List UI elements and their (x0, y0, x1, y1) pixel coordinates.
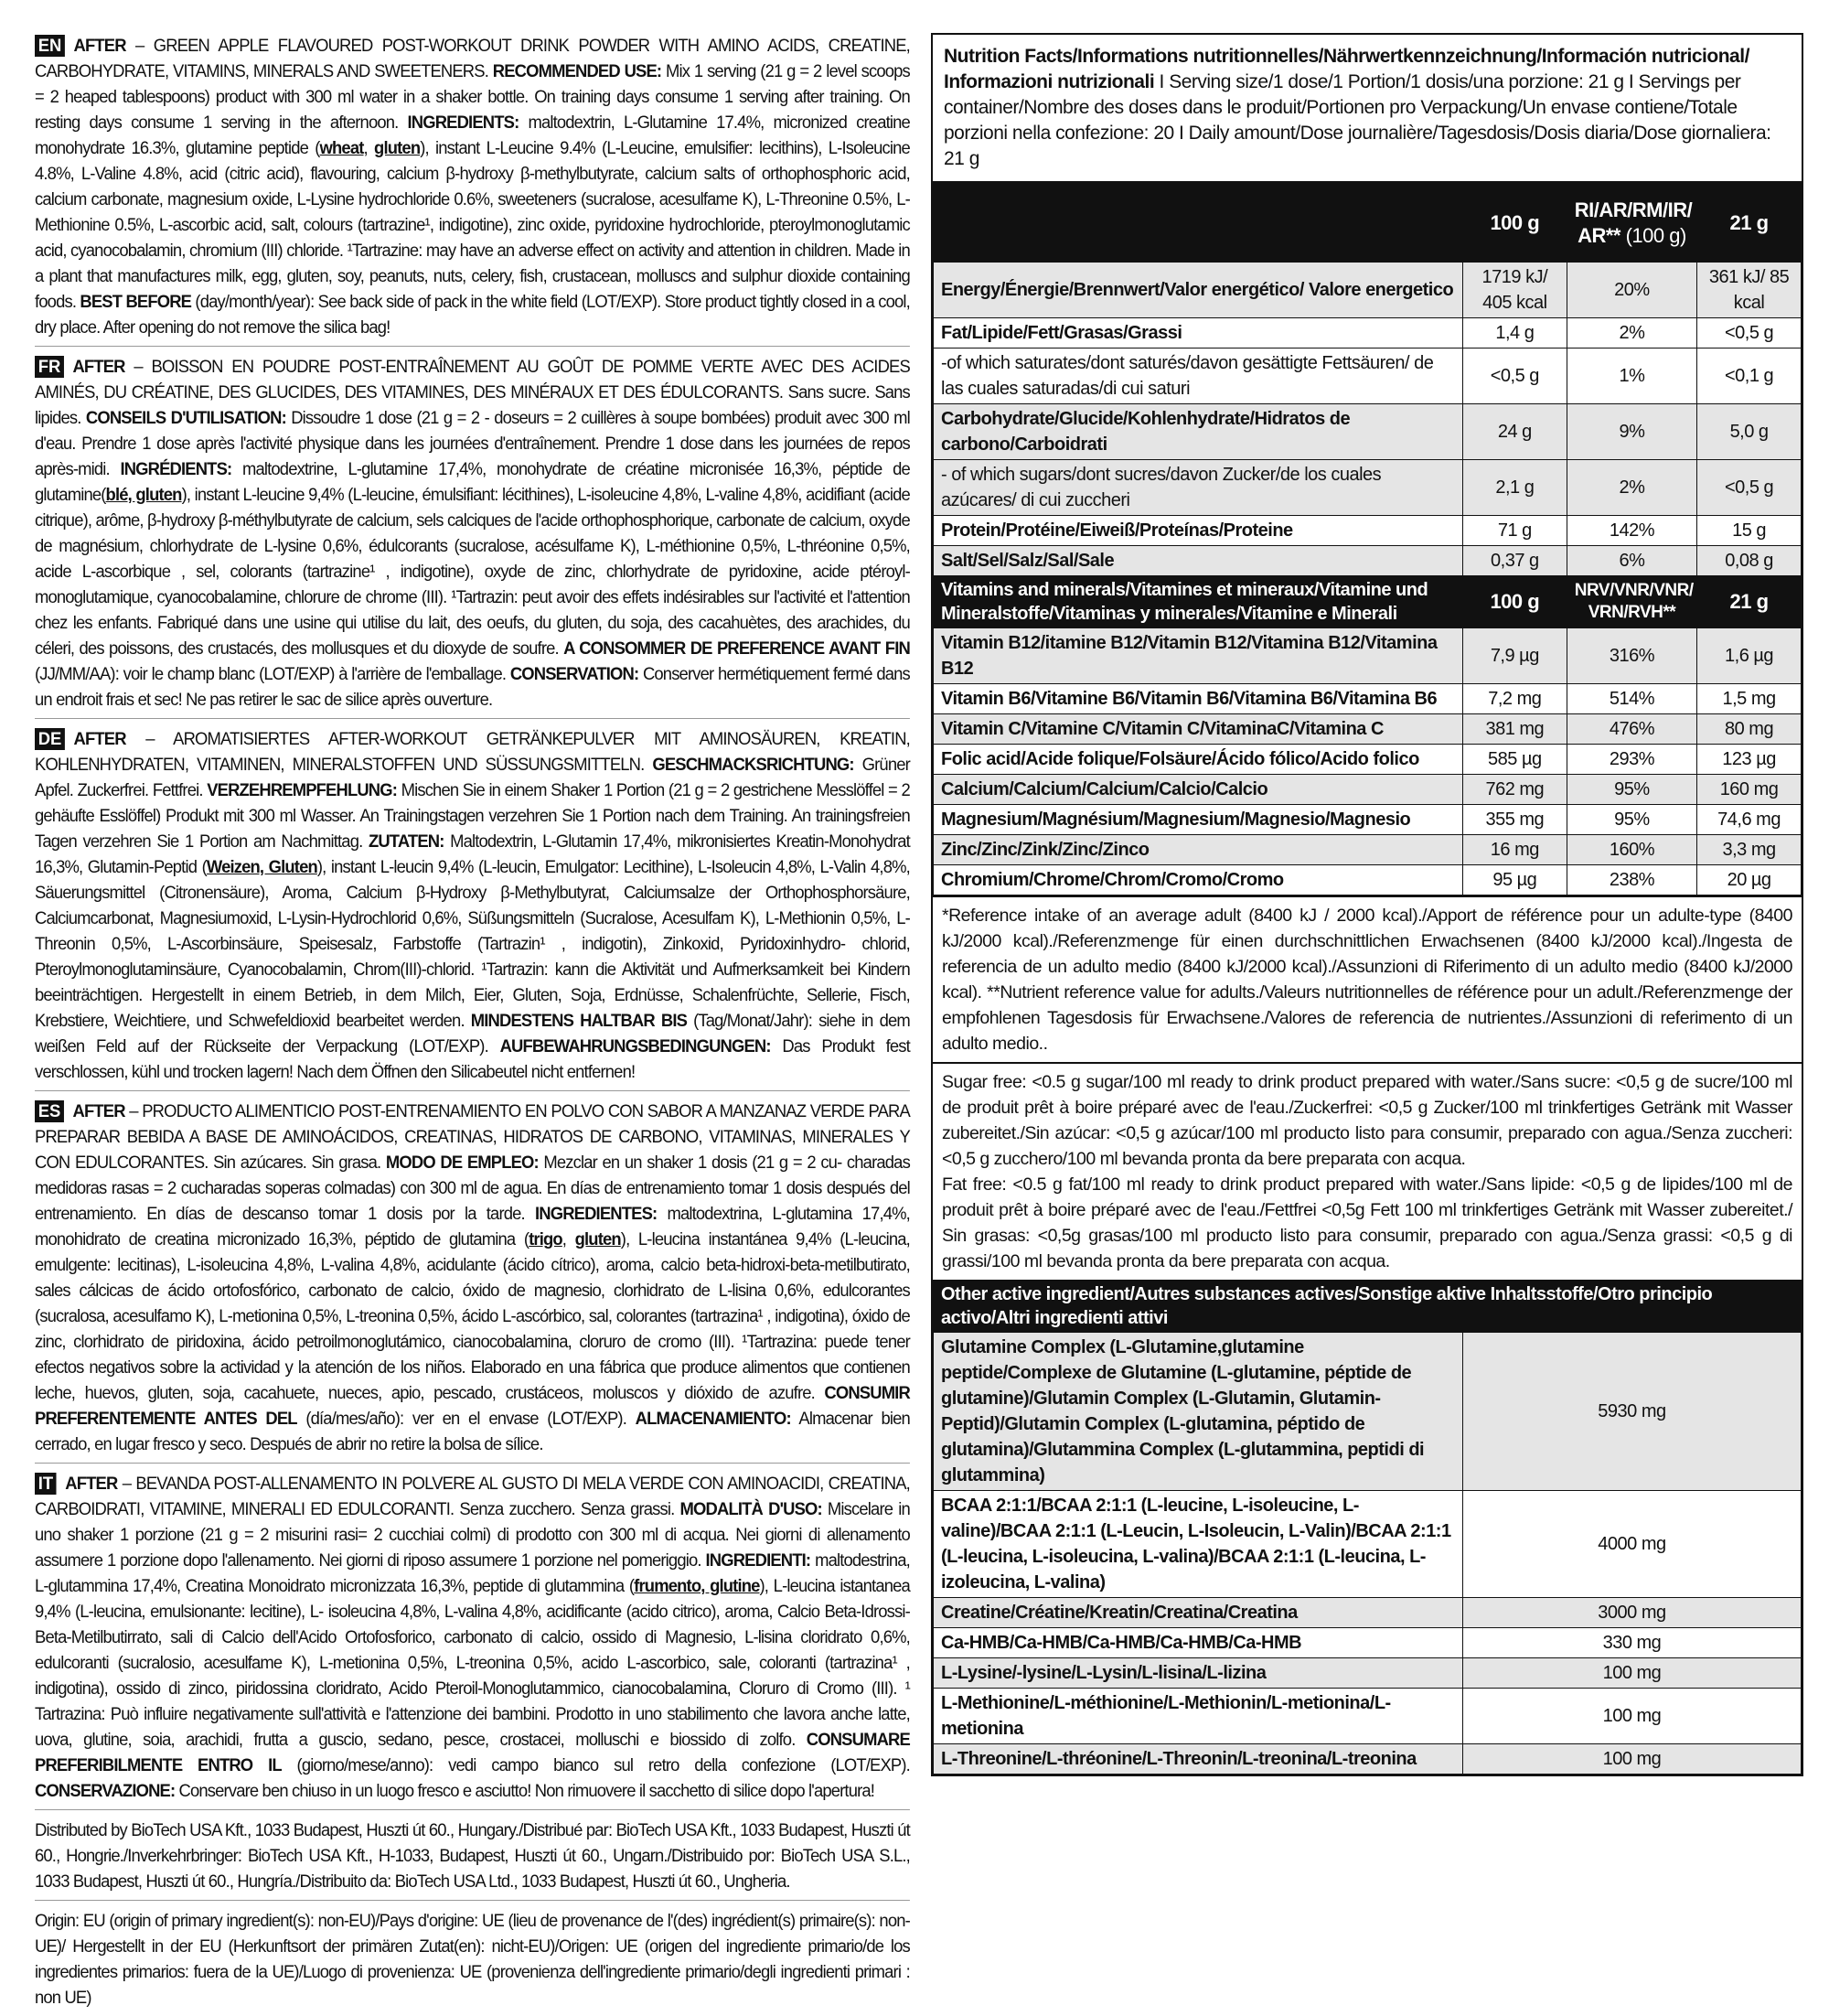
nutrient-row (934, 404, 1802, 460)
nutrient-label: Salt/Sel/Salz/Sal/Sale (934, 546, 1463, 576)
active-value: 4000 mg (1462, 1491, 1801, 1598)
active-row (934, 1744, 1802, 1775)
vitamin-100g: 355 mg (1462, 805, 1567, 835)
vitamin-nrv: 316% (1567, 628, 1696, 684)
vitamin-label: Vitamin B12/itamine B12/Vitamin B12/Vitamina B12/Vitamina B12 (934, 628, 1463, 684)
vitamin-21g: 160 mg (1697, 775, 1802, 805)
nutrient-100g: 24 g (1462, 404, 1567, 460)
active-row (934, 1491, 1802, 1598)
vitamin-row (934, 628, 1802, 684)
distributor: Distributed by BioTech USA Kft., 1033 Budapest, Huszti út 60., Hungary./Distribué par: BioTech USA Kft., 1033 Budapest, Huszti út 60., Hongrie./Inverkehrbringer: BioTech USA Kft., H-1033, Budapest, Huszti út 60., Ungarn./Distribuido por: BioTech USA S.L., 1033 Budapest, Huszti út 60., Hungría./Distribuito da: BioTech USA Ltd., 1033 Budapest, Huszti út 60., Ungheria. (35, 1820, 910, 1892)
nutrient-100g: <0,5 g (1462, 349, 1567, 404)
nutrient-row (934, 349, 1802, 404)
allergen: blé, gluten (105, 485, 182, 505)
active-row (934, 1658, 1802, 1689)
nutrient-100g: 1719 kJ/ 405 kcal (1462, 263, 1567, 318)
vitamins-header: Vitamins and minerals/Vitamines et mineraux/Vitamine und Mineralstoffe/Vitaminas y minerales/Vitamine e Minerali (934, 576, 1463, 628)
active-label: L-Lysine/-lysine/L-Lysin/L-lisina/L-lizina (934, 1658, 1463, 1689)
nutrition-panel (931, 33, 1803, 1776)
vitamin-nrv: 160% (1567, 835, 1696, 865)
nutrient-ri: 142% (1567, 516, 1696, 546)
active-value: 5930 mg (1462, 1333, 1801, 1491)
vitamin-100g: 95 µg (1462, 865, 1567, 895)
active-row (934, 1628, 1802, 1658)
nutrient-row (934, 516, 1802, 546)
nutrient-21g: <0,5 g (1697, 460, 1802, 516)
nutrient-ri: 1% (1567, 349, 1696, 404)
allergen: gluten (374, 138, 421, 158)
lang-badge-de: DE (35, 728, 65, 750)
nutrient-ri: 20% (1567, 263, 1696, 318)
section-en: EN AFTER – GREEN APPLE FLAVOURED POST-WORKOUT DRINK POWDER WITH AMINO ACIDS, CREATINE, CARBOHYDRATE, VITAMINS, MINERALS AND SWEETENERS. RECOMMENDED USE: Mix 1 serving (21 g = 2 level scoops = 2 heaped tablespoons) product with 300 ml water in a shaker bottle. On training days consume 1 serving after training. On resting days consume 1 serving in the afternoon. INGREDIENTS: maltodextrin, L-Glutamine 17.4%, micronized creatine monohydrate 16.3%, glutamine peptide (wheat, gluten), instant L-Leucine 9.4% (L-Leucine, emulsifier: lecithins), L-Isoleucine 4.8%, L-Valine 4.8%, acid (citric acid), flavouring, calcium β-hydroxy β-methylbutyrate, calcium salts of orthophosphoric acid, calcium carbonate, magnesium oxide, L-Lysine hydrochloride 0.6%, sweeteners (sucralose, acesulfame K), L-Threonine 0.5%, L-Methionine 0.5%, L-ascorbic acid, salt, colours (tartrazine¹, indigotine), zinc oxide, pyridoxine hydrochloride, pteroylmonoglutamic acid, cyanocobalamin, chromium (III) chloride. ¹Tartrazine: may have an adverse effect on activity and attention in children. Made in a plant that manufactures milk, egg, gluten, soy, peanuts, nuts, celery, fish, crustacean, molluscs and sulphur dioxide containing foods. BEST BEFORE (day/month/year): See back side of pack in the white field (LOT/EXP). Store product tightly closed in a cool, dry place. After opening do not remove the silica bag! (35, 36, 910, 338)
vitamin-100g: 585 µg (1462, 745, 1567, 775)
active-value: 3000 mg (1462, 1598, 1801, 1628)
lang-badge-fr: FR (35, 356, 64, 378)
nutrient-label: Fat/Lipide/Fett/Grasas/Grassi (934, 318, 1463, 349)
allergen: gluten (574, 1229, 621, 1249)
nutrient-row (934, 263, 1802, 318)
nutrient-label: Energy/Énergie/Brennwert/Valor energético/ Valore energetico (934, 263, 1463, 318)
allergen: wheat (319, 138, 364, 158)
nutrition-table: 100 g RI/AR/RM/IR/ AR** (100 g) 21 g Energy/Énergie/Brennwert/Valor energético/ Valore energetico 1719 kJ/ 405 kcal 20% 361 kJ/ 85 kcal Fat/Lipide/Fett/Grasas/Grassi 1,4 g 2% <0,5 g -of which saturates/dont saturés/davon gesättigte Fettsäuren/ de las cuales saturadas/di cui saturi <0,5 g 1% <0,1 g Carbohydrate/Glucide/Kohlenhydrate/Hidratos de carbono/Carboidrati 24 g 9% 5,0 g - of which sugars/dont sucres/davon Zucker/de los cuales azúcares/ di cui zuccheri 2,1 g 2% <0,5 g Protein/Protéine/Eiweiß/Proteínas/Proteine 71 g 142% 15 g Salt/Sel/Salz/Sal/Sale 0,37 g 6% 0,08 g Vitamins and minerals/Vitamines et mineraux/Vitamine und Mineralstoffe/Vitaminas y minerales/Vitamine e Minerali 100 g NRV/VNR/VNR/ VRN/RVH** 21 g Vitamin B12/itamine B12/Vitamin B12/Vitamina B12/Vitamina B12 7,9 µg 316% 1,6 µg Vitamin B6/Vitamine B6/Vitamin B6/Vitamina B6/Vitamina B6 7,2 mg 514% 1,5 mg Vitamin C/Vitamine C/Vitamin C/VitaminaC/Vitamina C 381 mg 476% 80 mg Folic acid/Acide folique/Folsäure/Ácido fólico/Acido folico 585 µg 293% 123 µg Calcium/Calcium/Calcium/Calcio/Calcio 762 mg 95% 160 mg Magnesium/Magnésium/Magnesium/Magnesio/Magnesio 355 mg 95% 74,6 mg Zinc/Zinc/Zink/Zinc/Zinco 16 mg 160% 3,3 mg Chromium/Chrome/Chrom/Cromo/Cromo 95 µg 238% 20 µg (933, 184, 1802, 895)
nutrient-100g: 71 g (1462, 516, 1567, 546)
vitamin-nrv: 293% (1567, 745, 1696, 775)
vitamin-label: Folic acid/Acide folique/Folsäure/Ácido fólico/Acido folico (934, 745, 1463, 775)
vitamin-nrv: 476% (1567, 714, 1696, 745)
allergen: frumento, glutine (634, 1576, 760, 1596)
section-es: ES AFTER – PRODUCTO ALIMENTICIO POST-ENTRENAMIENTO EN POLVO CON SABOR A MANZANAZ VERDE PARA PREPARAR BEBIDA A BASE DE AMINOÁCIDOS, CREATINAS, HIDRATOS DE CARBONO, VITAMINAS, MINERALES Y CON EDULCORANTES. Sin azúcares. Sin grasa. MODO DE EMPLEO: Mezclar en un shaker 1 dosis (21 g = 2 cu- charadas medidoras rasas = 2 cucharadas soperas colmadas) con 300 ml de agua. En días de entrenamiento tomar 1 dosis después del entrenamiento. En días de descanso tomar 1 dosis por la tarde. INGREDIENTES: maltodextrina, L-glutamina 17,4%, monohidrato de creatina micronizado 16,3%, péptido de glutamina (trigo, gluten), L-leucina instantánea 9,4% (L-leucina, emulgente: lecitinas), L-isoleucina 4,8%, L-valina 4,8%, acidulante (ácido cítrico), aroma, calcio beta-hidroxi-beta-metilbutirato, sales cálcicas de ácido ortofosfórico, carbonato de calcio, óxido de magnesio, clorhidrato de L-lisina 0,6%, edulcorantes (sucralosa, acesulfamo K), L-metionina 0,5%, L-treonina 0,5%, ácido L-ascórbico, sal, colorantes (tartrazina¹ , indigotina), óxido de zinc, clorhidrato de piridoxina, ácido petroilmonoglutámico, cianocobalamina, cloruro de cromo (III). ¹Tartrazina: puede tener efectos negativos sobre la actividad y la atención de los niños. Elaborado en una fábrica que produce alimentos que contienen leche, huevos, gluten, soja, cacahuete, nueces, apio, pescado, crustáceos, moluscos y dióxido de azufre. CONSUMIR PREFERENTEMENTE ANTES DEL (día/mes/año): ver en el envase (LOT/EXP). ALMACENAMIENTO: Almacenar bien cerrado, en lugar fresco y seco. Después de abrir no retire la bolsa de sílice. (35, 1101, 910, 1454)
claims-note: Sugar free: <0.5 g sugar/100 ml ready to drink product prepared with water./Sans sucre: <0,5 g de sucre/100 ml de produit prêt à boire préparé avec de l'eau./Zuckerfrei: <0,5 g Zucker/100 ml trinkfertiges Getränk mit Wasser zubereitet./Sin azúcar: <0,5 g azúcar/100 ml producto listo para consumir, preparado con agua./Senza zuccheri: <0,5 g zucchero/100 ml bevanda pronta da bere preparata con acqua. Fat free: <0.5 g fat/100 ml ready to drink product prepared with water./Sans lipide: <0,5 g de lipides/100 ml de produit prêt à boire préparé avec de l'eau./Fettfrei <0,5g Fett 100 ml trinkfertiges Getränk mit Wasser zubereitet./ Sin grasas: <0,5g grasas/100 ml producto listo para consumir, preparado con agua./Senza grassi: <0,5 g di grassi/100 ml bevanda pronta da bere preparata con acqua. (933, 1062, 1802, 1280)
nutrient-100g: 1,4 g (1462, 318, 1567, 349)
nutrition-header: Nutrition Facts/Informations nutritionnelles/Nährwertkennzeichnung/Información nutricional/ Informazioni nutrizionali I Serving size/1 dose/1 Portion/1 dosis/una porzione: 21 g I Servings per container/Nombre des doses dans le produit/Portionen pro Verpackung/Un envase contiene/Totale porzioni nella confezione: 20 I Daily amount/Dose journalière/Tagesdosis/Dosis diaria/Dose giornaliera: 21 g (933, 35, 1802, 184)
vitamin-row (934, 835, 1802, 865)
nutrient-100g: 0,37 g (1462, 546, 1567, 576)
lang-badge-es: ES (35, 1100, 64, 1122)
vitamin-nrv: 514% (1567, 684, 1696, 714)
vitamin-label: Magnesium/Magnésium/Magnesium/Magnesio/Magnesio (934, 805, 1463, 835)
vitamin-21g: 74,6 mg (1697, 805, 1802, 835)
vitamin-label: Calcium/Calcium/Calcium/Calcio/Calcio (934, 775, 1463, 805)
nutrient-row (934, 546, 1802, 576)
allergen: Weizen, Gluten (206, 857, 317, 877)
nutrient-ri: 2% (1567, 318, 1696, 349)
vitamin-row (934, 775, 1802, 805)
allergen: trigo (529, 1229, 562, 1249)
nutrient-21g: <0,1 g (1697, 349, 1802, 404)
active-ingredients-table (933, 1280, 1802, 1775)
vitamin-label: Chromium/Chrome/Chrom/Cromo/Cromo (934, 865, 1463, 895)
ingredients-column (35, 33, 910, 2016)
vitamin-nrv: 95% (1567, 775, 1696, 805)
vitamin-row (934, 684, 1802, 714)
nutrient-21g: 361 kJ/ 85 kcal (1697, 263, 1802, 318)
vitamin-row (934, 865, 1802, 895)
nutrient-ri: 9% (1567, 404, 1696, 460)
nutrient-100g: 2,1 g (1462, 460, 1567, 516)
vitamin-nrv: 238% (1567, 865, 1696, 895)
section-fr: FR AFTER – BOISSON EN POUDRE POST-ENTRAÎNEMENT AU GOÛT DE POMME VERTE AVEC DES ACIDES AMINÉS, DU CRÉATINE, DES GLUCIDES, DES VITAMINES, DES MINÉRAUX ET DES ÉDULCORANTS. Sans sucre. Sans lipides. CONSEILS D'UTILISATION: Dissoudre 1 dose (21 g = 2 - doseurs = 2 cuillères à soupe bombées) produit avec 300 ml d'eau. Prendre 1 dose après l'activité physique dans les journées d'entraînement. Prendre 1 dose dans les journées de repos après-midi. INGRÉDIENTS: maltodextrine, L-glutamine 17,4%, monohydrate de créatine micronisée 16,3%, péptide de glutamine(blé, gluten), instant L-leucine 9,4% (L-leucine, émulsifiant: lécithines), L-isoleucine 4,8%, L-valine 4,8%, acidifiant (acide citrique), arôme, β-hydroxy β-méthylbutyrate de calcium, sels calciques de l'acide orthophosphorique, carbonate de calcium, oxyde de magnésium, chlorhydrate de L-lysine 0,6%, édulcorants (sucralose, acésulfame K), L-méthionine 0,5%, L-thréonine 0,5%, acide L-ascorbique , sel, colorants (tartrazine¹ , indigotine), oxyde de zinc, chlorhydrate de pyridoxine, acide ptéroyl-monoglutamique, cyanocobalamine, chlorure de chrome (III). ¹Tartrazin: peut avoir des effets indésirables sur l'activité et l'attention chez les enfants. Fabriqué dans une usine qui utilise du lait, des oeufs, du gluten, du soja, des cacahuètes, des arachides, du céleri, des poissons, des crustacés, des mollusques et du dioxyde de soufre. A CONSOMMER DE PREFERENCE AVANT FIN (JJ/MM/AA): voir le champ blanc (LOT/EXP) à l'arrière de l'emballage. CONSERVATION: Conserver hermétiquement fermé dans un endroit frais et sec! Ne pas retirer le sac de silice après ouverture. (35, 357, 910, 710)
nutrient-label: - of which sugars/dont sucres/davon Zucker/de los cuales azúcares/ di cui zuccheri (934, 460, 1463, 516)
vitamin-nrv: 95% (1567, 805, 1696, 835)
origin: Origin: EU (origin of primary ingredient(s): non-EU)/Pays d'origine: UE (lieu de provenance de l'(des) ingrédient(s) primaire(s): non-UE)/ Hergestellt in der EU (Herkunftsort der primären Zutat(en): nicht-EU)/Origen: UE (origen del ingrediente primario/de los ingredientes primarios: fuera de la UE)/Luogo di provenienza: UE (provenienza dell'ingrediente primario/degli ingredienti primari : non UE) (35, 1911, 910, 2008)
section-it: IT AFTER – BEVANDA POST-ALLENAMENTO IN POLVERE AL GUSTO DI MELA VERDE CON AMINOACIDI, CREATINA, CARBOIDRATI, VITAMINE, MINERALI ED EDULCORANTI. Senza zucchero. Senza grassi. MODALITÀ D'USO: Miscelare in uno shaker 1 porzione (21 g = 2 misurini rasi= 2 cucchiai colmi) di prodotto con 300 ml di acqua. Nei giorni di allenamento assumere 1 porzione dopo l'allenamento. Nei giorni di riposo assumere 1 porzione nel pomeriggio. INGREDIENTI: maltodestrina, L-glutammina 17,4%, Creatina Monoidrato micronizzata 16,3%, peptide di glutammina (frumento, glutine), L-leucina istantanea 9,4% (L-leucina, emulsionante: lecitine), L- isoleucina 4,8%, L-valina 4,8%, acidificante (acido citrico), aroma, Calcio Beta-Idrossi-Beta-Metilbutirrato, sali di Calcio dell'Acido Ortofosforico, carbonato di calcio, ossido di Magnesio, L-lisina cloridrato 0,6%, edulcoranti (sucralosio, acesulfame K), L-metionina 0,5%, L-treonina 0,5%, acido L-ascorbico, sale, coloranti (tartrazina¹ , indigotina), ossido di zinco, piridossina cloridrato, Acido Pteroil-Monoglutammico, cianocobalamina, Cloruro di Cromo (III). ¹ Tartrazina: Può influire negativamente sull'attività e l'attenzione dei bambini. Prodotto in uno stabilimento che lavora anche latte, uova, glutine, soia, arachidi, frutta a guscio, sedano, pesce, crostacei, molluschi e biossido di zolfo. CONSUMARE PREFERIBILMENTE ENTRO IL (giorno/mese/anno): vedi campo bianco sul retro della confezione (LOT/EXP). CONSERVAZIONE: Conservare ben chiuso in un luogo fresco e asciutto! Non rimuovere il sacchetto di silice dopo l'apertura! (35, 1474, 910, 1801)
vitamin-100g: 381 mg (1462, 714, 1567, 745)
vitamin-row (934, 745, 1802, 775)
col-100g: 100 g (1462, 185, 1567, 263)
active-label: Ca-HMB/Ca-HMB/Ca-HMB/Ca-HMB/Ca-HMB (934, 1628, 1463, 1658)
section-de: DE AFTER – AROMATISIERTES AFTER-WORKOUT GETRÄNKEPULVER MIT AMINOSÄUREN, KREATIN, KOHLENHYDRATEN, VITAMINEN, MINERALSTOFFEN UND SÜSSUNGSMITTELN. GESCHMACKSRICHTUNG: Grüner Apfel. Zuckerfrei. Fettfrei. VERZEHREMPFEHLUNG: Mischen Sie in einem Shaker 1 Portion (21 g = 2 gestrichene Messlöffel = 2 gehäufte Esslöffel) Produkt mit 300 ml Wasser. An Trainingstagen verzehren Sie 1 Portion nach dem Training. An trainingsfreien Tagen verzehren Sie 1 Portion am Nachmittag. ZUTATEN: Maltodextrin, L-Glutamin 17,4%, mikronisiertes Kreatin-Monohydrat 16,3%, Glutamin-Peptid (Weizen, Gluten), instant L-leucin 9,4% (L-leucin, Emulgator: Lecithine), L-Isoleucin 4,8%, L-Valin 4,8%, Säuerungsmittel (Citronensäure), Aroma, Calcium β-Hydroxy β-Methylbutyrat, Calciumsalze der Orthophosphorsäure, Calciumcarbonat, Magnesiumoxid, L-Lysin-Hydrochlorid 0,6%, Süßungsmitteln (Sucralose, Acesulfam K), L-Methionin 0,5%, L- Threonin 0,5%, L-Ascorbinsäure, Speisesalz, Farbstoffe (Tartrazin¹ , indigotin), Zinkoxid, Pyridoxinhydro- chlorid, Pteroylmonoglutaminsäure, Cyanocobalamin, Chrom(III)-chlorid. ¹Tartrazin: kann die Aktivität und Aufmerksamkeit bei Kindern beeinträchtigen. Hergestellt in einem Betrieb, in dem Milch, Eier, Gluten, Soja, Erdnüsse, Schalenfrüchte, Sellerie, Fisch, Krebstiere, Weichtiere, und Schwefeldioxid bearbeitet werden. MINDESTENS HALTBAR BIS (Tag/Monat/Jahr): siehe in dem weißen Feld auf der Rückseite der Verpackung (LOT/EXP). AUFBEWAHRUNGSBEDINGUNGEN: Das Produkt fest verschlossen, kühl und trocken lagern! Nach dem Öffnen den Silicabeutel nicht entfernen! (35, 729, 910, 1082)
active-value: 100 mg (1462, 1658, 1801, 1689)
nutrient-label: -of which saturates/dont saturés/davon gesättigte Fettsäuren/ de las cuales saturadas/di cui saturi (934, 349, 1463, 404)
vitamin-21g: 1,5 mg (1697, 684, 1802, 714)
nutrient-21g: <0,5 g (1697, 318, 1802, 349)
vitamin-21g: 123 µg (1697, 745, 1802, 775)
vitamin-label: Vitamin B6/Vitamine B6/Vitamin B6/Vitamina B6/Vitamina B6 (934, 684, 1463, 714)
active-header: Other active ingredient/Autres substances actives/Sonstige aktive Inhaltsstoffe/Otro principio activo/Altri ingredienti attivi (934, 1281, 1802, 1333)
nutrient-21g: 0,08 g (1697, 546, 1802, 576)
active-row (934, 1689, 1802, 1744)
vitamin-100g: 7,2 mg (1462, 684, 1567, 714)
nutrient-row (934, 318, 1802, 349)
col-ri: RI/AR/RM/IR/ AR** (100 g) (1567, 185, 1696, 263)
lang-badge-en: EN (35, 35, 65, 57)
active-value: 100 mg (1462, 1744, 1801, 1775)
nutrient-label: Carbohydrate/Glucide/Kohlenhydrate/Hidratos de carbono/Carboidrati (934, 404, 1463, 460)
reference-note: *Reference intake of an average adult (8400 kJ / 2000 kcal)./Apport de référence pour un adulte-type (8400 kJ/2000 kcal)./Referenzmenge für einen durchschnittlichen Erwachsenen (8400 kJ/2000 kcal)./Ingesta de referencia de un adulto medio (8400 kJ/2000 kcal)./Assunzioni di Riferimento di un adulto medio (8400 kJ/2000 kcal). **Nutrient reference value for adults./Valeurs nutritionnelles de référence pour un adult./Referenzmenge der empfohlenen Tagesdosis für Erwachsene./Valores de referencia de nutrientes./Assunzioni di referimento di un adulto medio.. (933, 895, 1802, 1062)
vitamin-label: Vitamin C/Vitamine C/Vitamin C/VitaminaC/Vitamina C (934, 714, 1463, 745)
active-row (934, 1333, 1802, 1491)
active-label: L-Methionine/L-méthionine/L-Methionin/L-metionina/L-metionina (934, 1689, 1463, 1744)
vitamin-21g: 1,6 µg (1697, 628, 1802, 684)
vitamin-label: Zinc/Zinc/Zink/Zinc/Zinco (934, 835, 1463, 865)
active-value: 100 mg (1462, 1689, 1801, 1744)
vitamin-row (934, 805, 1802, 835)
nutrient-label: Protein/Protéine/Eiweiß/Proteínas/Proteine (934, 516, 1463, 546)
nutrient-row (934, 460, 1802, 516)
active-label: Creatine/Créatine/Kreatin/Creatina/Creatina (934, 1598, 1463, 1628)
active-label: L-Threonine/L-thréonine/L-Threonin/L-treonina/L-treonina (934, 1744, 1463, 1775)
col-21g: 21 g (1697, 185, 1802, 263)
vitamin-100g: 762 mg (1462, 775, 1567, 805)
active-label: BCAA 2:1:1/BCAA 2:1:1 (L-leucine, L-isoleucine, L-valine)/BCAA 2:1:1 (L-Leucin, L-Isoleucin, L-Valin)/BCAA 2:1:1 (L-leucina, L-isoleucina, L-valina)/BCAA 2:1:1 (L-leucina, L-izoleucina, L-valina) (934, 1491, 1463, 1598)
vitamin-21g: 80 mg (1697, 714, 1802, 745)
nutrient-ri: 2% (1567, 460, 1696, 516)
vitamin-21g: 20 µg (1697, 865, 1802, 895)
nutrient-ri: 6% (1567, 546, 1696, 576)
lang-badge-it: IT (35, 1473, 57, 1495)
active-row (934, 1598, 1802, 1628)
vitamin-100g: 7,9 µg (1462, 628, 1567, 684)
nutrient-21g: 5,0 g (1697, 404, 1802, 460)
vitamin-100g: 16 mg (1462, 835, 1567, 865)
nutrient-21g: 15 g (1697, 516, 1802, 546)
active-value: 330 mg (1462, 1628, 1801, 1658)
vitamin-row (934, 714, 1802, 745)
vitamin-21g: 3,3 mg (1697, 835, 1802, 865)
active-label: Glutamine Complex (L-Glutamine,glutamine peptide/Complexe de Glutamine (L-glutamine, péptide de glutamine)/Glutamin Complex (L-Glutamin, Glutamin-Peptid)/Glutamin Complex (L-glutamina, péptido de glutamina)/Glutammina Complex (L-glutammina, peptidi di glutammina) (934, 1333, 1463, 1491)
